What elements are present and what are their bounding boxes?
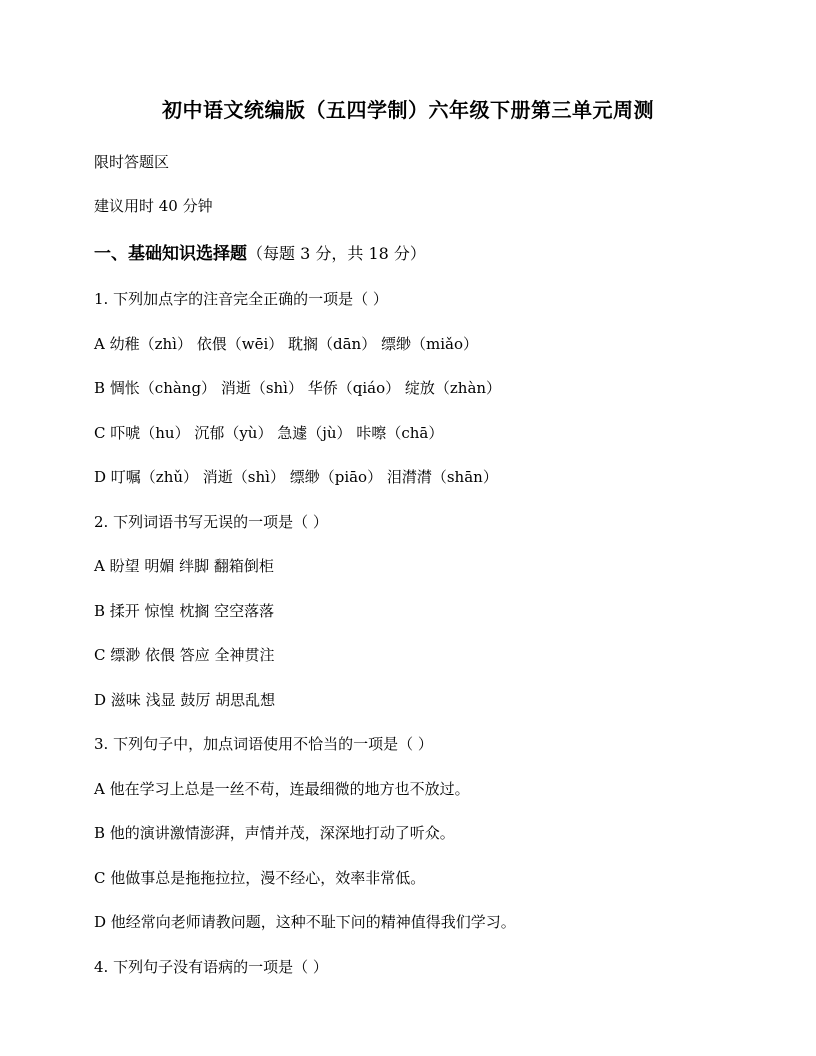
section-title: 一、基础知识选择题 bbox=[94, 244, 247, 264]
question-1-stem: 1. 下列加点字的注音完全正确的一项是（ ） bbox=[94, 290, 388, 308]
question-3-stem: 3. 下列句子中，加点词语使用不恰当的一项是（ ） bbox=[94, 735, 433, 753]
suggested-time-label: 建议用时 40 分钟 bbox=[94, 197, 213, 215]
question-1-option-a: A 幼稚（zhì） 依偎（wēi） 耽搁（dān） 缥缈（miǎo） bbox=[94, 335, 478, 353]
question-3-option-d: D 他经常向老师请教问题，这种不耻下问的精神值得我们学习。 bbox=[94, 913, 516, 931]
question-1-option-c: C 吓唬（hu） 沉郁（yù） 急遽（jù） 咔嚓（chā） bbox=[94, 424, 444, 442]
timed-area-label: 限时答题区 bbox=[94, 153, 170, 171]
question-3-option-b: B 他的演讲激情澎湃，声情并茂，深深地打动了听众。 bbox=[94, 824, 455, 842]
question-1-option-b: B 惆怅（chàng） 消逝（shì） 华侨（qiáo） 绽放（zhàn） bbox=[94, 379, 502, 397]
question-1-option-d: D 叮嘱（zhǔ） 消逝（shì） 缥缈（piāo） 泪潸潸（shān） bbox=[94, 468, 498, 486]
question-2-option-c: C 缥渺 依偎 答应 全神贯注 bbox=[94, 646, 275, 664]
document-title: 初中语文统编版（五四学制）六年级下册第三单元周测 bbox=[162, 98, 654, 122]
question-2-option-b: B 揉开 惊惶 枕搁 空空落落 bbox=[94, 602, 275, 620]
question-3-option-c: C 他做事总是拖拖拉拉，漫不经心，效率非常低。 bbox=[94, 869, 426, 887]
question-2-stem: 2. 下列词语书写无误的一项是（ ） bbox=[94, 513, 328, 531]
question-2-option-a: A 盼望 明媚 绊脚 翻箱倒柜 bbox=[94, 557, 274, 575]
question-2-option-d: D 滋味 浅显 鼓厉 胡思乱想 bbox=[94, 691, 276, 709]
question-3-option-a: A 他在学习上总是一丝不苟，连最细微的地方也不放过。 bbox=[94, 780, 470, 798]
section-score-note: （每题 3 分，共 18 分） bbox=[247, 244, 426, 263]
question-4-stem: 4. 下列句子没有语病的一项是（ ） bbox=[94, 958, 328, 976]
section-heading bbox=[94, 239, 426, 264]
